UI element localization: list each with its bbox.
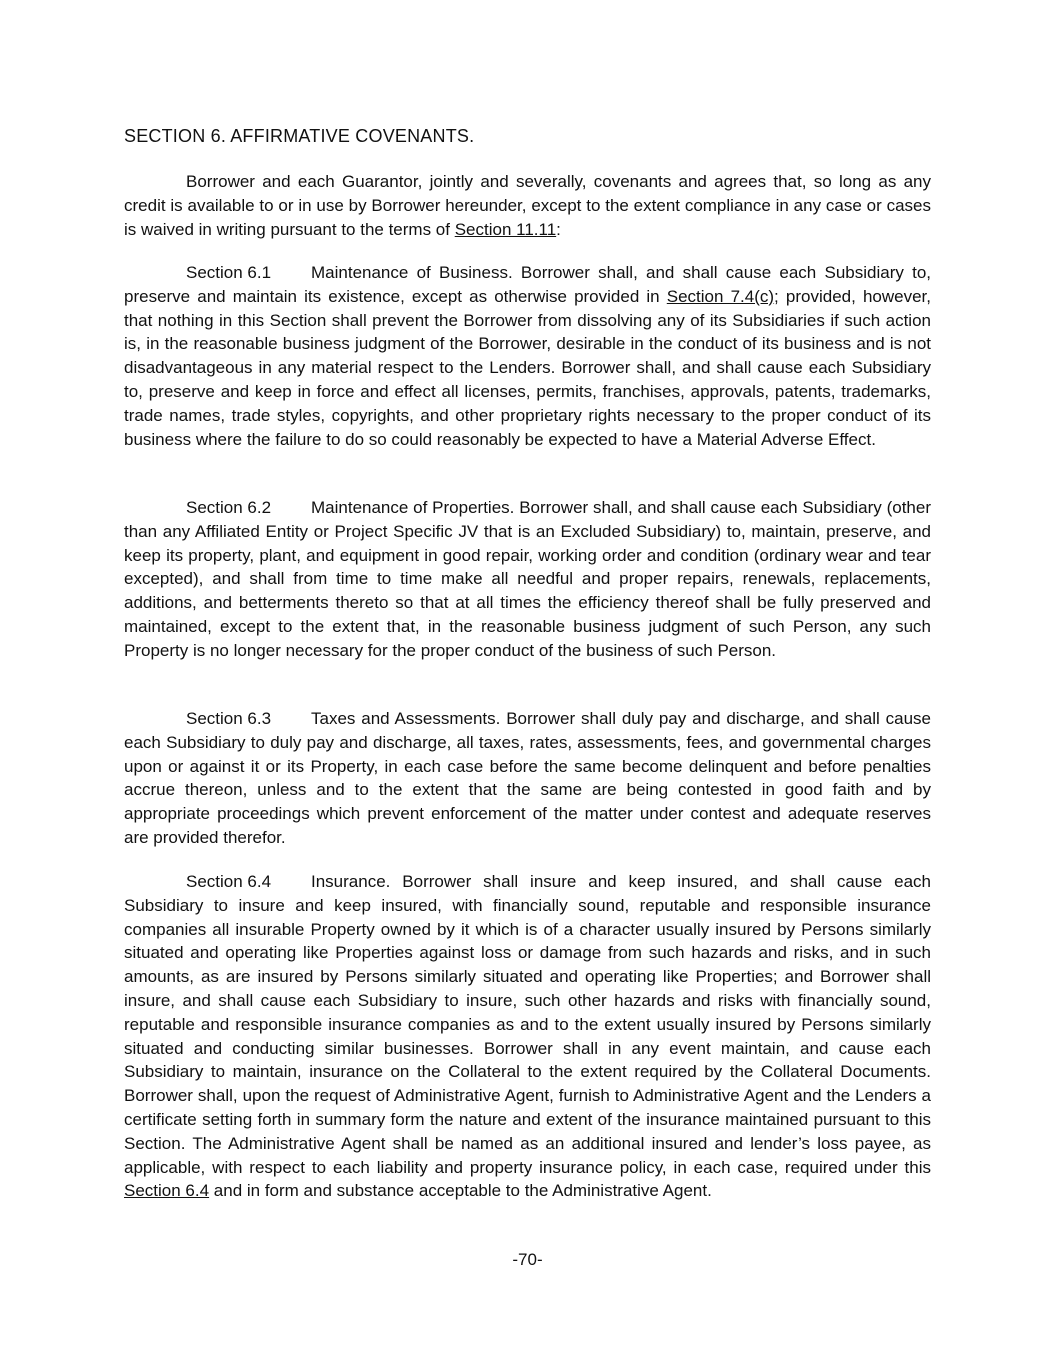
section-text: Borrower shall, and shall cause each Subsidiary to, preserve and maintain its existence, except as otherwise provided in — [124, 263, 931, 306]
section-number: Section 6.2 — [186, 498, 272, 517]
section-text: Borrower shall insure and keep insured, and shall cause each Subsidiary to insure and keep insured, with financially sound, reputable and responsible insurance companies all insurable Property owned by it which is of a character usually insured by Persons similarly situated and operating like Properties against loss or damage from such hazards and risks, and in such amounts, as are insured by Persons similarly situated and operating like Properties; and Borrower shall insure, and shall cause each Subsidiary to insure, such other hazards and risks with financially sound, reputable and responsible insurance companies as and to the extent usually insured by Persons similarly situated and conducting similar businesses. Borrower shall in any event maintain, and cause each Subsidiary to maintain, insurance on the Collateral to the extent required by the Collateral Documents. Borrower shall, upon the request of Administrative Agent, furnish to Administrative Agent and the Lenders a certificate setting forth in summary form the nature and extent of the insurance maintained pursuant to this Section. The Administrative Agent shall be named as an additional insured and lender’s loss payee, as applicable, with respect to each liability and property insurance policy, in each case, required under this — [124, 872, 931, 1177]
intro-paragraph — [124, 170, 931, 241]
section-number: Section 6.4 — [186, 872, 272, 891]
section-6-4-paragraph — [124, 870, 931, 1203]
intro-text-end: : — [556, 219, 561, 239]
section-text-end: ; provided, however, that nothing in this Section shall prevent the Borrower from dissolving any of its Subsidiaries if such action is, in the reasonable business judgment of the Borrower, desirable in the conduct of its business and is not disadvantageous in any material respect to the Lenders. Borrower shall, and shall cause each Subsidiary to, preserve and keep in force and effect all licenses, permits, franchises, approvals, patents, trademarks, trade names, trade styles, copyrights, and other proprietary rights necessary to the proper conduct of its business where the failure to do so could reasonably be expected to have a Material Adverse Effect. — [124, 286, 931, 449]
section-11-11-reference: Section 11.11 — [454, 219, 557, 239]
section-number: Section 6.3 — [186, 709, 272, 728]
section-heading: SECTION 6. AFFIRMATIVE COVENANTS. — [124, 126, 475, 146]
section-title: Maintenance of Properties. — [311, 498, 515, 517]
section-text: Borrower shall duly pay and discharge, and shall cause each Subsidiary to duly pay and discharge, all taxes, rates, assessments, fees, and governmental charges upon or against it or its Property, in each case before the same become delinquent and before penalties accrue thereon, unless and to the extent that the same are being contested in good faith and by appropriate proceedings which prevent enforcement of the matter under contest and adequate reserves are provided therefor. — [124, 709, 931, 847]
section-number: Section 6.1 — [186, 263, 272, 282]
section-6-4-reference: Section 6.4 — [124, 1181, 210, 1201]
section-text: Borrower shall, and shall cause each Subsidiary (other than any Affiliated Entity or Project Specific JV that is an Excluded Subsidiary) to, maintain, preserve, and keep its property, plant, and equipment in good repair, working order and condition (ordinary wear and tear excepted), and shall from time to time make all needful and proper repairs, renewals, replacements, additions, and betterments thereto so that at all times the efficiency thereof shall be fully preserved and maintained, except to the extent that, in the reasonable business judgment of such Person, any such Property is no longer necessary for the proper conduct of the business of such Person. — [124, 498, 931, 660]
page-number: -70- — [512, 1250, 543, 1269]
section-title: Taxes and Assessments. — [311, 709, 501, 728]
section-title: Maintenance of Business. — [311, 263, 513, 282]
section-6-2-paragraph — [124, 496, 931, 663]
intro-text: Borrower and each Guarantor, jointly and severally, covenants and agrees that, so long as any credit is available to or in use by Borrower hereunder, except to the extent compliance in any case or cases is waived in writing pursuant to the terms of — [124, 172, 931, 239]
section-6-3-paragraph — [124, 707, 931, 850]
section-6-1-paragraph — [124, 261, 931, 451]
section-7-4c-reference: Section 7.4(c) — [666, 286, 775, 306]
section-title: Insurance. — [311, 872, 391, 891]
section-text-end: and in form and substance acceptable to the Administrative Agent. — [209, 1181, 712, 1201]
